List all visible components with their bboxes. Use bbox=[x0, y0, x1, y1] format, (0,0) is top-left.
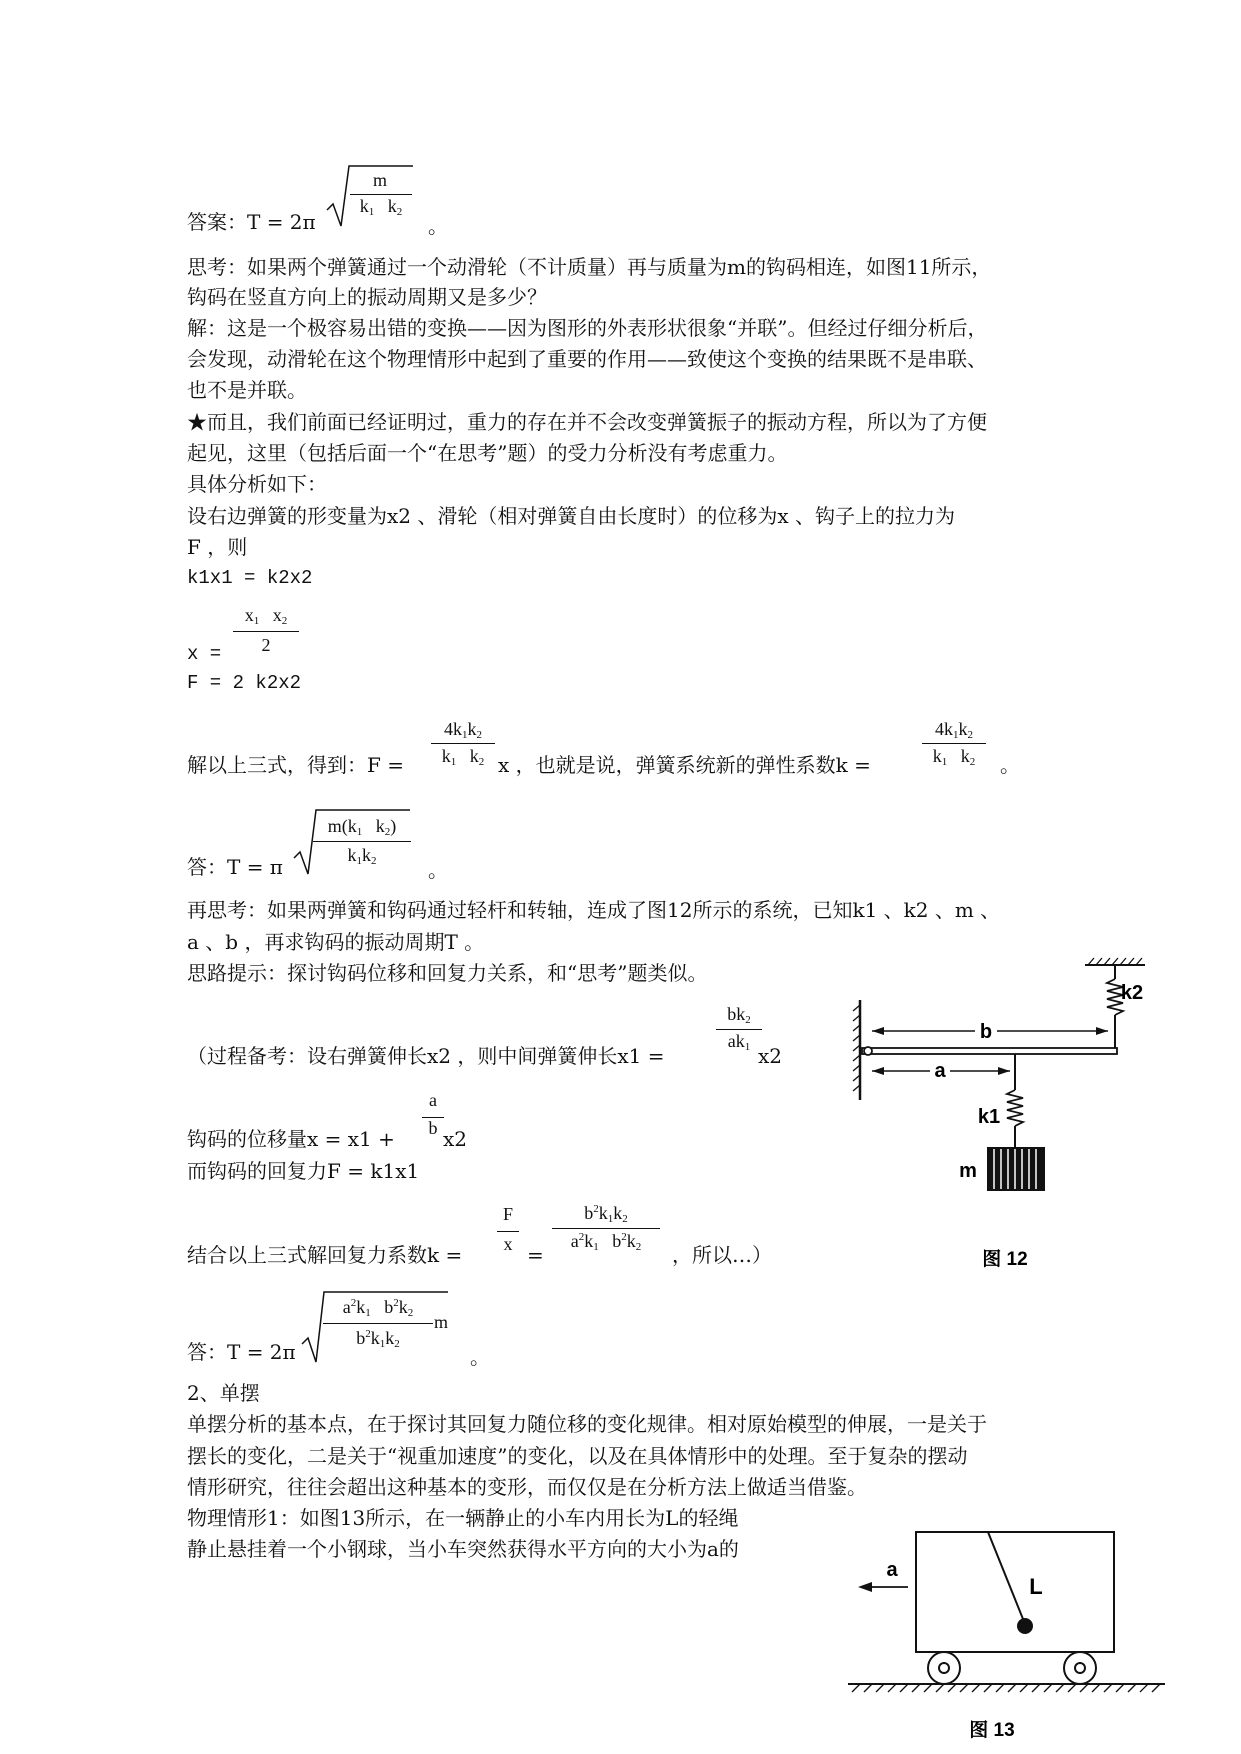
ab-fraction-numerator: a bbox=[429, 1090, 437, 1110]
formula-2-denominator: $k_1k_2$ bbox=[347, 845, 377, 867]
fig12-label-k2: k2 bbox=[1120, 982, 1144, 1004]
fig13-label-a: a bbox=[886, 1559, 898, 1581]
solution-line-3: 也不是并联。 bbox=[187, 378, 307, 402]
k-result-bar bbox=[552, 1228, 660, 1229]
force-fraction-bar bbox=[431, 743, 495, 744]
pendulum-para-line-1: 单摆分析的基本点，在于探讨其回复力随位移的变化规律。相对原始模型的伸展，一是关于 bbox=[187, 1412, 987, 1436]
k-result-denominator: $a^2k_1$ $b^2k_2$ bbox=[570, 1231, 642, 1253]
combine-equals: = bbox=[527, 1243, 544, 1267]
solution-line-2: 会发现，动滑轮在这个物理情形中起到了重要的作用——致使这个变换的结果既不是串联、 bbox=[187, 347, 987, 371]
setup-line-1: 设右边弹簧的形变量为x2 、滑轮（相对弹簧自由长度时）的位移为x 、钩子上的拉力为 bbox=[187, 504, 955, 528]
k-fraction-numerator: $4k_1k_2$ bbox=[935, 719, 973, 741]
star-note-line-2: 起见，这里（包括后面一个“在思考”题）的受力分析没有考虑重力。 bbox=[187, 441, 788, 465]
formula-3-numerator: $a^2k_1$ $b^2k_2$ bbox=[342, 1297, 414, 1319]
equation-2-bar bbox=[233, 631, 299, 632]
section-2-heading: 2、单摆 bbox=[187, 1381, 260, 1405]
fig12-caption: 图 12 bbox=[982, 1249, 1028, 1270]
equation-2-lhs: x = bbox=[187, 643, 222, 665]
fig12-label-m: m bbox=[959, 1160, 977, 1182]
star-note-line-1: ★而且，我们前面已经证明过，重力的存在并不会改变弹簧振子的振动方程，所以为了方便 bbox=[187, 410, 987, 434]
equation-1: k1x1 = k2x2 bbox=[187, 567, 313, 589]
solve-text-b: x ，也就是说，弹簧系统新的弹性系数k = bbox=[498, 753, 871, 777]
f-over-x-bar bbox=[497, 1231, 519, 1232]
formula-3-denominator: $b^2k_1k_2$ bbox=[356, 1328, 400, 1350]
answer-2-label: 答：T = π bbox=[187, 855, 283, 879]
equation-2-numerator: $x_1$ $x_2$ bbox=[244, 605, 288, 627]
think-question-line-1: 思考：如果两个弹簧通过一个动滑轮（不计质量）再与质量为m的钩码相连，如图11所示， bbox=[187, 255, 992, 279]
case-1-line-2: 静止悬挂着一个小钢球，当小车突然获得水平方向的大小为a的 bbox=[187, 1537, 739, 1561]
f-over-x-numerator: F bbox=[502, 1204, 513, 1224]
process-text-b: x2 bbox=[758, 1044, 783, 1068]
equation-2-denominator: 2 bbox=[261, 635, 271, 655]
displacement-text-b: x2 bbox=[443, 1127, 468, 1151]
rethink-line-1: 再思考：如果两弹簧和钩码通过轻杆和转轴，连成了图12所示的系统，已知k1 、k2 、m 、 bbox=[187, 898, 1001, 922]
pendulum-para-line-2: 摆长的变化，二是关于“视重加速度”的变化，以及在具体情形中的处理。至于复杂的摆动 bbox=[187, 1444, 968, 1468]
detail-heading: 具体分析如下： bbox=[187, 472, 327, 496]
x1-fraction-numerator: $bk_2$ bbox=[727, 1004, 751, 1026]
case-1-line-1: 物理情形1：如图13所示，在一辆静止的小车内用长为L的轻绳 bbox=[187, 1506, 739, 1530]
setup-line-2: F ，则 bbox=[187, 535, 248, 559]
ab-fraction-denominator: b bbox=[428, 1118, 438, 1138]
force-fraction-denominator: $k_1$ $k_2$ bbox=[441, 746, 485, 768]
formula-3-bar bbox=[323, 1323, 433, 1324]
period-2: 。 bbox=[1000, 753, 1020, 777]
f-over-x-denominator: x bbox=[503, 1234, 513, 1254]
period-4: 。 bbox=[470, 1345, 490, 1369]
k-fraction-bar bbox=[922, 743, 986, 744]
fig13-caption: 图 13 bbox=[969, 1720, 1015, 1741]
period-3: 。 bbox=[428, 858, 448, 882]
fig12-label-b: b bbox=[979, 1021, 993, 1043]
x1-fraction-bar bbox=[716, 1029, 762, 1030]
process-text-a: （过程备考：设右弹簧伸长x2 ，则中间弹簧伸长x1 = bbox=[187, 1044, 665, 1068]
fig12-label-k1: k1 bbox=[977, 1106, 1001, 1128]
formula-3-m: m bbox=[433, 1312, 448, 1332]
formula-2-bar bbox=[313, 841, 411, 842]
rethink-line-2: a 、b ，再求钩码的振动周期T 。 bbox=[187, 930, 485, 954]
combine-text-b: ，所以…） bbox=[672, 1243, 772, 1267]
displacement-text-a: 钩码的位移量x = x1 + bbox=[187, 1127, 395, 1151]
formula-1-denominator: $k_1$ $k_2$ bbox=[359, 196, 403, 218]
formula-2-numerator: $m(k_1$ $k_2$) bbox=[327, 816, 397, 838]
k-fraction-denominator: $k_1$ $k_2$ bbox=[932, 746, 976, 768]
formula-1-bar bbox=[350, 194, 412, 195]
force-fraction-numerator: $4k_1k_2$ bbox=[444, 719, 482, 741]
answer-3-label: 答：T = 2π bbox=[187, 1340, 296, 1364]
formula-1-numerator: m bbox=[372, 170, 387, 190]
period-1: 。 bbox=[428, 214, 448, 238]
x1-fraction-denominator: $ak_1$ bbox=[727, 1031, 751, 1053]
answer-1-label: 答案：T = 2π bbox=[187, 210, 316, 234]
think-question-line-2: 钩码在竖直方向上的振动周期又是多少？ bbox=[187, 285, 547, 309]
fig12-label-a: a bbox=[934, 1060, 946, 1082]
hint-line: 思路提示：探讨钩码位移和回复力关系，和“思考”题类似。 bbox=[187, 961, 708, 985]
restoring-force-line: 而钩码的回复力F = k1x1 bbox=[187, 1159, 420, 1183]
solve-text-a: 解以上三式，得到：F = bbox=[187, 753, 404, 777]
figure-13 bbox=[840, 1530, 1170, 1754]
k-result-numerator: $b^2k_1k_2$ bbox=[584, 1203, 628, 1225]
solution-line-1: 解：这是一个极容易出错的变换——因为图形的外表形状很象“并联”。但经过仔细分析后， bbox=[187, 316, 988, 340]
combine-text-a: 结合以上三式解回复力系数k = bbox=[187, 1243, 463, 1267]
pendulum-para-line-3: 情形研究，往往会超出这种基本的变形，而仅仅是在分析方法上做适当借鉴。 bbox=[187, 1475, 867, 1499]
equation-3: F = 2 k2x2 bbox=[187, 672, 302, 694]
figure-12 bbox=[850, 955, 1144, 1275]
fig13-label-L: L bbox=[1029, 1574, 1043, 1599]
